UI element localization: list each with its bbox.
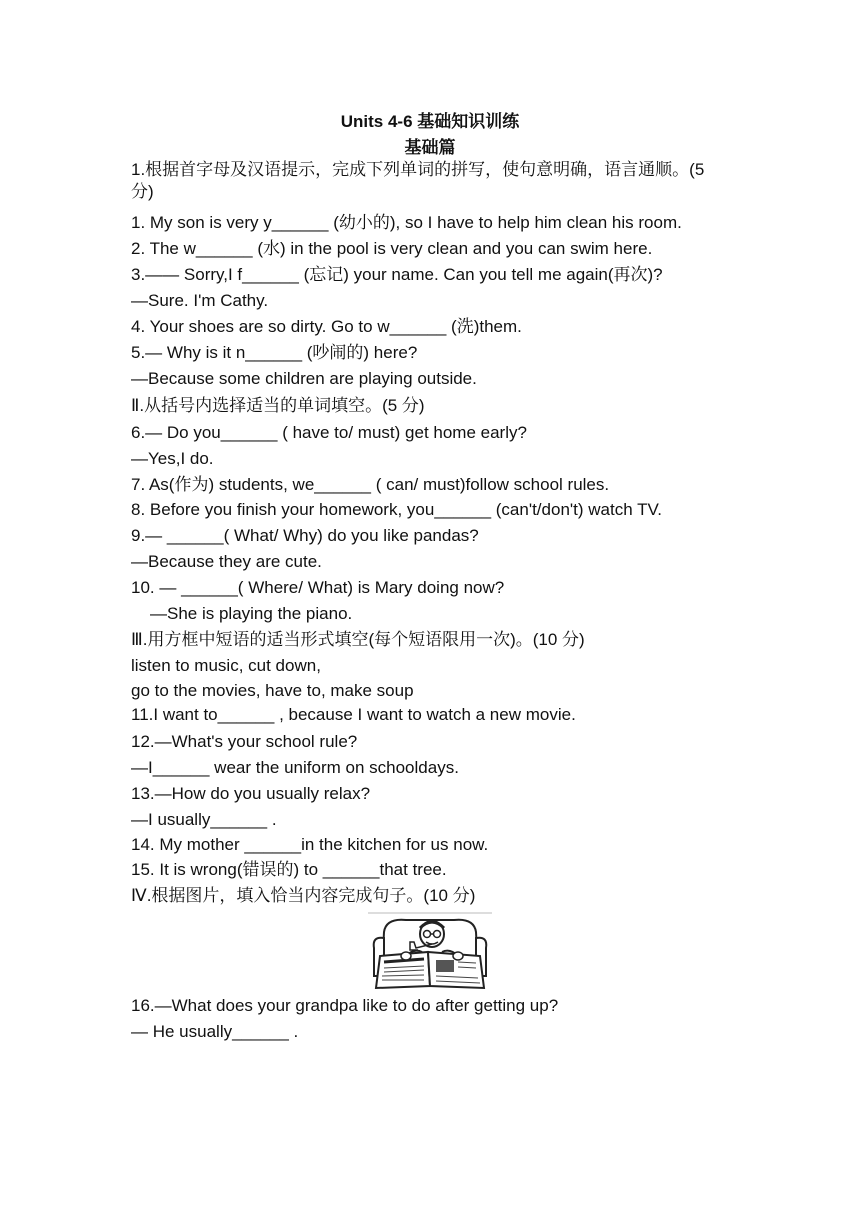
question-9-answer: —Because they are cute.: [131, 552, 322, 571]
question-5: 5.— Why is it n______ (吵闹的) here?: [131, 343, 418, 362]
question-2: 2. The w______ (水) in the pool is very clean and you can swim here.: [131, 239, 653, 258]
question-3-answer: —Sure. I'm Cathy.: [131, 291, 269, 310]
question-12-answer: —I______ wear the uniform on schooldays.: [131, 758, 459, 777]
question-14: 14. My mother ______in the kitchen for us now.: [131, 835, 489, 854]
question-16: 16.—What does your grandpa like to do after getting up?: [131, 996, 559, 1015]
question-9: 9.— ______( What/ Why) do you like pandas?: [131, 526, 479, 545]
page-title: Units 4-6 基础知识训练: [340, 112, 520, 131]
question-6-answer: —Yes,I do.: [131, 449, 214, 468]
question-4: 4. Your shoes are so dirty. Go to w______ (洗)them.: [131, 317, 522, 336]
question-10: 10. — ______( Where/ What) is Mary doing now?: [131, 578, 505, 597]
question-16-answer: — He usually______ .: [131, 1022, 299, 1041]
question-7: 7. As(作为) students, we______ ( can/ must)follow school rules.: [131, 475, 610, 494]
section-3-heading: Ⅲ.用方框中短语的适当形式填空(每个短语限用一次)。(10 分): [131, 630, 585, 649]
question-13-answer: —I usually______ .: [131, 810, 277, 829]
question-5-answer: —Because some children are playing outside.: [131, 369, 477, 388]
question-3: 3.—— Sorry,I f______ (忘记) your name. Can you tell me again(再次)?: [131, 265, 663, 284]
question-6: 6.— Do you______ ( have to/ must) get home early?: [131, 423, 527, 442]
question-8: 8. Before you finish your homework, you______ (can't/don't) watch TV.: [131, 500, 662, 519]
grandpa-reading-newspaper-illustration: [366, 912, 494, 992]
phrase-box-line-1: listen to music, cut down,: [131, 656, 321, 675]
question-13: 13.—How do you usually relax?: [131, 784, 371, 803]
phrase-box-line-2: go to the movies, have to, make soup: [131, 681, 414, 700]
question-11: 11.I want to______ , because I want to watch a new movie.: [131, 705, 576, 724]
section-2-heading: Ⅱ.从括号内选择适当的单词填空。(5 分): [131, 396, 425, 415]
question-10-answer: —She is playing the piano.: [150, 604, 353, 623]
section-4-heading: Ⅳ.根据图片，填入恰当内容完成句子。(10 分): [131, 886, 476, 905]
question-15: 15. It is wrong(错误的) to ______that tree.: [131, 860, 447, 879]
question-12: 12.—What's your school rule?: [131, 732, 358, 751]
question-1: 1. My son is very y______ (幼小的), so I have to help him clean his room.: [131, 213, 682, 232]
page-subtitle: 基础篇: [404, 138, 456, 157]
section-1-heading: 1.根据首字母及汉语提示，完成下列单词的拼写，使句意明确，语言通顺。(5 分): [131, 160, 705, 201]
